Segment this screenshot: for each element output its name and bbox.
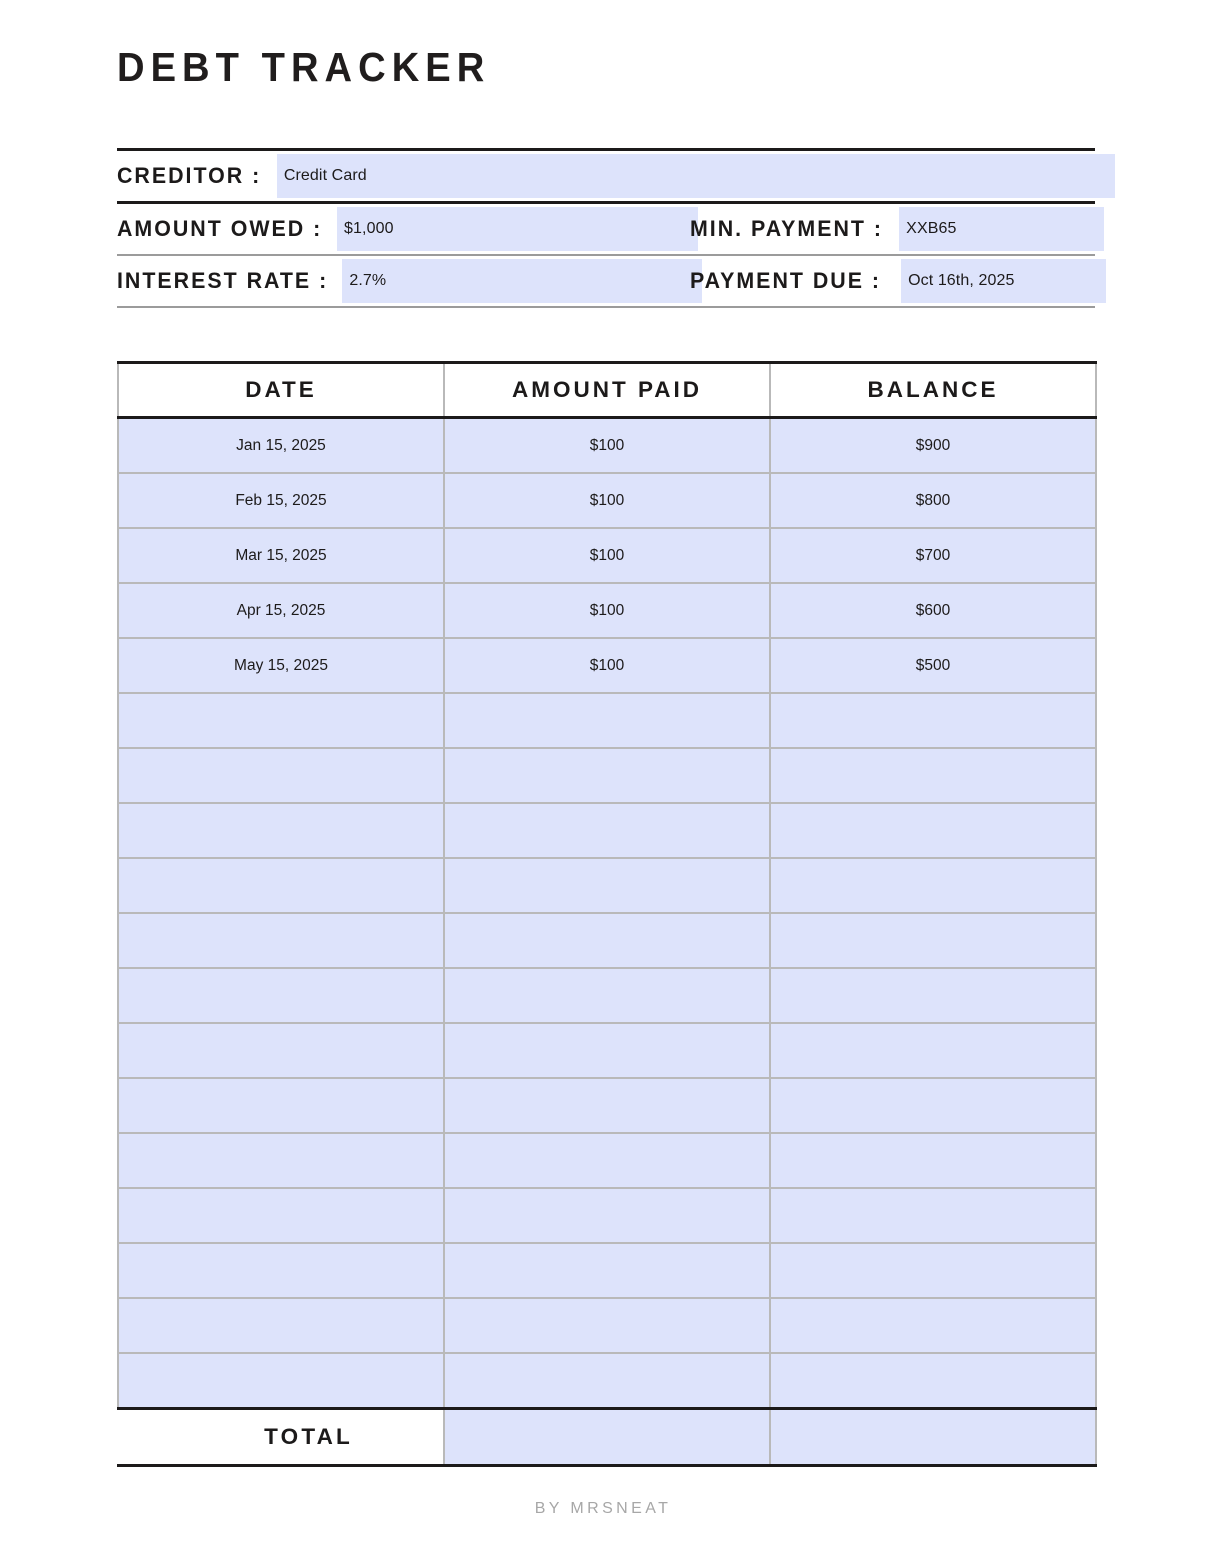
cell-date[interactable] xyxy=(118,1298,444,1353)
total-label: TOTAL xyxy=(118,1409,444,1466)
payment-due-value: Oct 16th, 2025 xyxy=(908,272,1015,289)
cell-balance[interactable]: $900 xyxy=(770,418,1096,474)
table-row xyxy=(118,803,1096,858)
cell-balance[interactable] xyxy=(770,913,1096,968)
cell-amount-paid[interactable] xyxy=(444,748,770,803)
cell-amount-paid[interactable] xyxy=(444,1023,770,1078)
amount-owed-field[interactable] xyxy=(117,204,698,254)
payment-due-value-box[interactable] xyxy=(901,259,1106,303)
page-title: DEBT TRACKER xyxy=(117,44,491,90)
footer-credit: BY MRSNEAT xyxy=(534,1500,672,1517)
min-payment-label: MIN. PAYMENT : xyxy=(690,215,884,241)
table-row xyxy=(118,858,1096,913)
cell-balance[interactable]: $800 xyxy=(770,473,1096,528)
table-row xyxy=(118,418,1096,474)
column-header-balance: BALANCE xyxy=(770,363,1096,418)
cell-amount-paid[interactable]: $100 xyxy=(444,473,770,528)
cell-balance[interactable] xyxy=(770,1078,1096,1133)
table-row xyxy=(118,528,1096,583)
column-header-date: DATE xyxy=(118,363,444,418)
cell-amount-paid[interactable] xyxy=(444,913,770,968)
cell-amount-paid[interactable]: $100 xyxy=(444,418,770,474)
divider-bottom xyxy=(117,306,1095,308)
cell-date[interactable]: Feb 15, 2025 xyxy=(118,473,444,528)
cell-amount-paid[interactable] xyxy=(444,1353,770,1409)
interest-rate-field[interactable] xyxy=(117,256,702,306)
min-payment-value: XXB65 xyxy=(906,220,957,237)
cell-date[interactable] xyxy=(118,1188,444,1243)
interest-rate-value-box[interactable] xyxy=(342,259,702,303)
amount-owed-label: AMOUNT OWED : xyxy=(117,215,323,241)
interest-rate-label: INTEREST RATE : xyxy=(117,267,329,293)
cell-date[interactable]: May 15, 2025 xyxy=(118,638,444,693)
cell-date[interactable]: Apr 15, 2025 xyxy=(118,583,444,638)
amount-owed-row xyxy=(117,204,1095,254)
cell-balance[interactable]: $500 xyxy=(770,638,1096,693)
table-row xyxy=(118,1353,1096,1409)
cell-date[interactable] xyxy=(118,858,444,913)
table-row xyxy=(118,638,1096,693)
cell-amount-paid[interactable] xyxy=(444,1133,770,1188)
cell-amount-paid[interactable] xyxy=(444,1078,770,1133)
cell-balance[interactable]: $600 xyxy=(770,583,1096,638)
interest-rate-row xyxy=(117,256,1095,306)
min-payment-value-box[interactable] xyxy=(899,207,1104,251)
cell-date[interactable] xyxy=(118,1078,444,1133)
table-row xyxy=(118,968,1096,1023)
cell-balance[interactable] xyxy=(770,1188,1096,1243)
cell-balance[interactable]: $700 xyxy=(770,528,1096,583)
total-amount-paid[interactable] xyxy=(444,1409,770,1466)
table-body xyxy=(118,418,1096,1466)
cell-date[interactable] xyxy=(118,1243,444,1298)
table-header-row xyxy=(118,363,1096,418)
creditor-label: CREDITOR : xyxy=(117,162,262,188)
creditor-row xyxy=(117,151,1095,201)
table-head xyxy=(118,363,1096,418)
cell-date[interactable] xyxy=(118,1353,444,1409)
cell-date[interactable] xyxy=(118,803,444,858)
table-row xyxy=(118,1133,1096,1188)
cell-date[interactable] xyxy=(118,748,444,803)
cell-balance[interactable] xyxy=(770,858,1096,913)
total-balance[interactable] xyxy=(770,1409,1096,1466)
min-payment-field[interactable] xyxy=(690,204,1104,254)
cell-date[interactable] xyxy=(118,1023,444,1078)
creditor-value-box[interactable] xyxy=(277,154,1115,198)
cell-date[interactable]: Mar 15, 2025 xyxy=(118,528,444,583)
table-row xyxy=(118,913,1096,968)
table-row xyxy=(118,583,1096,638)
cell-amount-paid[interactable] xyxy=(444,1188,770,1243)
cell-amount-paid[interactable]: $100 xyxy=(444,583,770,638)
cell-amount-paid[interactable]: $100 xyxy=(444,638,770,693)
table-row xyxy=(118,693,1096,748)
debt-details-block xyxy=(117,148,1095,308)
payments-table xyxy=(117,361,1097,1467)
cell-balance[interactable] xyxy=(770,1243,1096,1298)
table-row xyxy=(118,748,1096,803)
creditor-field[interactable] xyxy=(117,151,1115,201)
cell-amount-paid[interactable] xyxy=(444,803,770,858)
cell-balance[interactable] xyxy=(770,968,1096,1023)
cell-amount-paid[interactable] xyxy=(444,968,770,1023)
cell-amount-paid[interactable]: $100 xyxy=(444,528,770,583)
cell-date[interactable] xyxy=(118,968,444,1023)
cell-balance[interactable] xyxy=(770,1298,1096,1353)
cell-amount-paid[interactable] xyxy=(444,1298,770,1353)
table-row xyxy=(118,1298,1096,1353)
cell-balance[interactable] xyxy=(770,693,1096,748)
cell-date[interactable]: Jan 15, 2025 xyxy=(118,418,444,474)
cell-balance[interactable] xyxy=(770,803,1096,858)
table-row xyxy=(118,1243,1096,1298)
amount-owed-value: $1,000 xyxy=(344,220,394,237)
cell-date[interactable] xyxy=(118,913,444,968)
payment-due-field[interactable] xyxy=(690,256,1106,306)
cell-amount-paid[interactable] xyxy=(444,858,770,913)
creditor-value: Credit Card xyxy=(283,167,367,184)
amount-owed-value-box[interactable] xyxy=(337,207,698,251)
table-row xyxy=(118,1078,1096,1133)
payment-due-label: PAYMENT DUE : xyxy=(690,267,882,293)
cell-amount-paid[interactable] xyxy=(444,1243,770,1298)
cell-date[interactable] xyxy=(118,1133,444,1188)
table-row xyxy=(118,473,1096,528)
cell-balance[interactable] xyxy=(770,1023,1096,1078)
table-row xyxy=(118,1188,1096,1243)
total-row xyxy=(118,1409,1096,1466)
interest-rate-value: 2.7% xyxy=(349,272,387,289)
cell-balance[interactable] xyxy=(770,1353,1096,1409)
cell-balance[interactable] xyxy=(770,1133,1096,1188)
column-header-amount-paid: AMOUNT PAID xyxy=(444,363,770,418)
table-row xyxy=(118,1023,1096,1078)
cell-amount-paid[interactable] xyxy=(444,693,770,748)
cell-balance[interactable] xyxy=(770,748,1096,803)
cell-date[interactable] xyxy=(118,693,444,748)
